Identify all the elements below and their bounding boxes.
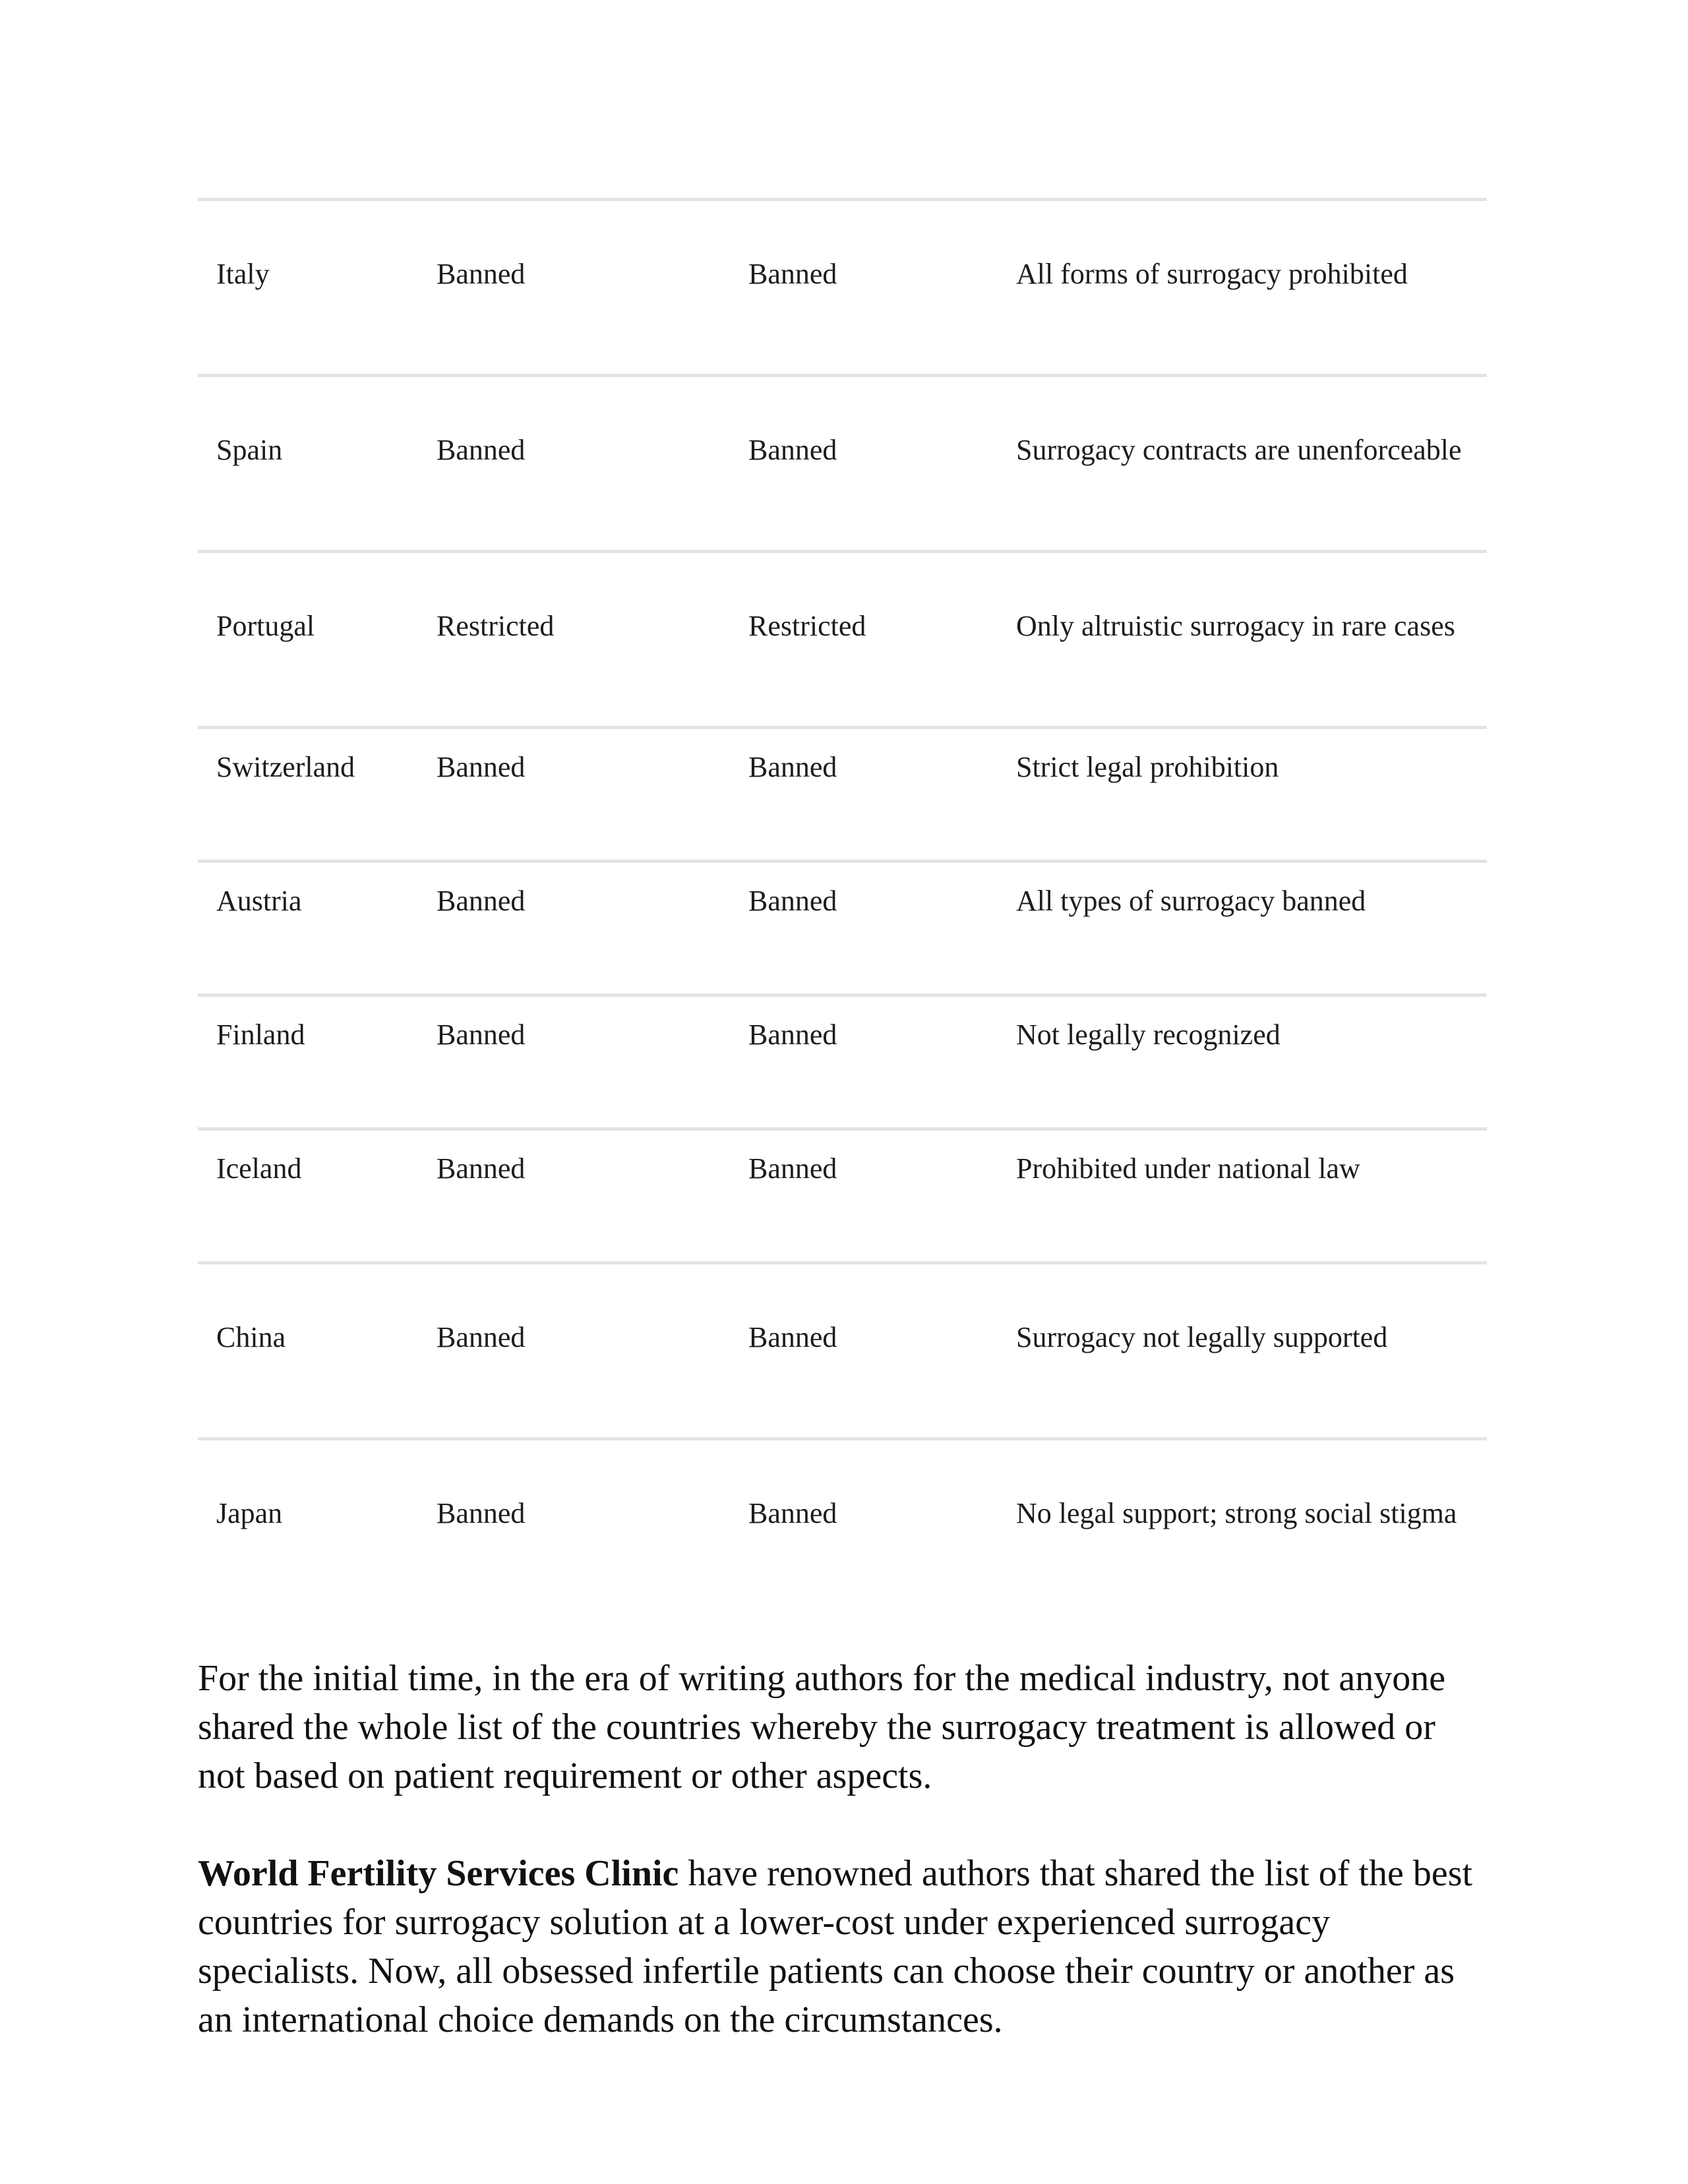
note-cell: All types of surrogacy banned (1016, 885, 1366, 917)
country-cell: Italy (216, 258, 270, 290)
status-cell: Banned (748, 1321, 837, 1353)
table-row (198, 995, 1487, 1129)
table-row (198, 862, 1487, 995)
country-cell: Spain (216, 434, 283, 466)
clinic-name: World Fertility Services Clinic (198, 1853, 679, 1894)
status-cell: Banned (437, 434, 526, 466)
country-cell: Japan (216, 1497, 283, 1529)
country-cell: Finland (216, 1018, 305, 1051)
status-cell: Banned (748, 434, 837, 466)
clinic-description: have renowned authors that shared the list of the best countries for surrogacy solution at a lower-cost under experienced surrogacy specialists. Now, all obsessed infertile patients can choose their country or another as an international choice demands on the circumstances. (198, 1853, 1473, 2040)
country-cell: Portugal (216, 610, 315, 642)
status-cell: Banned (748, 751, 837, 783)
status-cell: Banned (437, 258, 526, 290)
table-row (198, 552, 1487, 728)
status-cell: Banned (437, 885, 526, 917)
table-row (198, 1263, 1487, 1439)
note-cell: Only altruistic surrogacy in rare cases (1016, 610, 1455, 642)
note-cell: Not legally recognized (1016, 1018, 1281, 1051)
status-cell: Banned (437, 1018, 526, 1051)
status-cell: Banned (748, 258, 837, 290)
country-cell: Austria (216, 885, 302, 917)
intro-paragraph: For the initial time, in the era of writing authors for the medical industry, not anyone shared the whole list of the countries whereby the surrogacy treatment is allowed or not based on patient requirement or other aspects. (198, 1658, 1446, 1796)
note-cell: All forms of surrogacy prohibited (1016, 258, 1408, 290)
surrogacy-law-table (198, 198, 1487, 1613)
status-cell: Banned (437, 1497, 526, 1529)
table-row (198, 1439, 1487, 1614)
status-cell: Restricted (748, 610, 866, 642)
note-cell: Strict legal prohibition (1016, 751, 1279, 783)
note-cell: Surrogacy contracts are unenforceable (1016, 434, 1462, 466)
note-cell: Surrogacy not legally supported (1016, 1321, 1388, 1353)
status-cell: Banned (437, 1321, 526, 1353)
country-cell: Switzerland (216, 751, 355, 783)
status-cell: Banned (748, 1497, 837, 1529)
status-cell: Banned (437, 1152, 526, 1185)
table-row (198, 200, 1487, 376)
note-cell: No legal support; strong social stigma (1016, 1497, 1457, 1529)
table-row (198, 376, 1487, 552)
status-cell: Banned (748, 1152, 837, 1185)
table-row (198, 1129, 1487, 1263)
country-cell: China (216, 1321, 286, 1353)
clinic-paragraph (198, 1849, 1490, 2044)
status-cell: Banned (437, 751, 526, 783)
status-cell: Banned (748, 1018, 837, 1051)
status-cell: Restricted (437, 610, 555, 642)
country-cell: Iceland (216, 1152, 302, 1185)
note-cell: Prohibited under national law (1016, 1152, 1360, 1185)
status-cell: Banned (748, 885, 837, 917)
table-row (198, 728, 1487, 862)
article-content (198, 198, 1487, 2044)
